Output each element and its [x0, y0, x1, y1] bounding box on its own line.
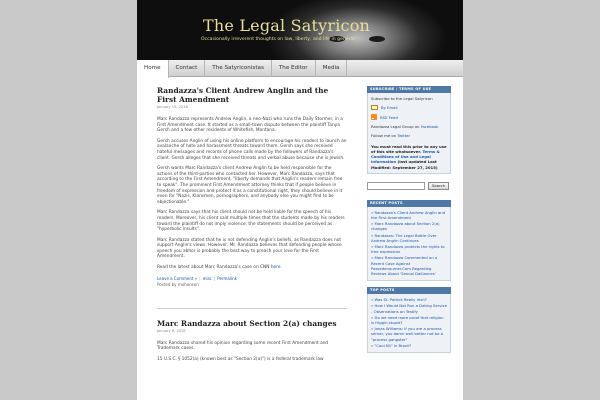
post-paragraph: Gersh accuses Anglin of using his online platform to encourage his readers to launch an avalanche of hate and harassment threats toward them. Gersh says she received hateful messages and records of phone calls made by the followers of Randazza's client. Gersh alleges that she received threats and verbal abuse because she is Jewish. — [157, 138, 347, 161]
mail-icon — [371, 105, 378, 110]
email-subscribe-row[interactable] — [371, 105, 447, 110]
terms-text: You must read this prior to any use of this site whatsoever. — [371, 143, 447, 155]
tab-satyriconistas[interactable]: The Satyriconistas — [205, 60, 272, 77]
post-paragraph: Marc Randazza represents Andrew Anglin, a neo-Nazi who runs the Daily Stormer, in a First Amendment case. It started as a small-town dispute between the plaintiff Tanya Gersh and a few other residents of Whitefish, Montana. — [157, 117, 343, 134]
post-paragraph: 15 U.S.C. § 1052(a) (known best as "Section 2(a)") is a federal trademark law — [157, 356, 324, 362]
leave-comment-link[interactable]: Leave a Comment » — [157, 275, 198, 281]
list-item — [371, 326, 447, 342]
terms-link[interactable]: Terms & Conditions of Use and Legal Information — [371, 149, 440, 165]
twitter-text: Follow me on — [371, 132, 398, 138]
rss-subscribe-row[interactable] — [371, 114, 447, 120]
tab-contact[interactable]: Contact — [169, 60, 206, 77]
list-item — [371, 303, 447, 313]
post-paragraph: Marc Randazza shared his opinion regarding some recent First Amendment and Trademark cases. — [157, 340, 329, 352]
subscribe-intro: Subscribe to the Legal Satyricon — [371, 96, 433, 101]
post-paragraph: Marc Randazza stated that he is not defending Anglin's beliefs, as Randazza does not support Anglin's views. However, Mr. Randazza believes that defending people whose speech you abhor is probably the best way to preach your love for the First Amendment. — [157, 237, 342, 260]
recent-post-link[interactable]: Marc Randazza protects the rights to free expression — [371, 244, 445, 255]
sidebar — [367, 86, 451, 359]
terms-notice — [371, 144, 447, 170]
site-header — [137, 0, 463, 60]
facebook-row — [371, 124, 447, 129]
subscribe-widget-heading: SUBSCRIBE / TERMS OF USE — [367, 86, 451, 93]
page-wrapper — [137, 0, 463, 400]
tab-home[interactable]: Home — [137, 60, 169, 78]
twitter-link[interactable]: Twitter — [397, 132, 411, 138]
top-posts-heading: TOP POSTS — [367, 287, 451, 294]
main-content — [157, 86, 347, 367]
terms-updated: (last updated Last Modified: September 27, 2015) — [371, 159, 438, 170]
top-post-link[interactable]: How I Would Not Run a Dating Service - Observations on Testify — [371, 303, 448, 314]
post-date: January 15, 2018 — [157, 105, 188, 109]
recent-posts-widget — [367, 207, 451, 281]
closing-suffix: . — [280, 265, 282, 271]
facebook-link[interactable]: Facebook — [420, 124, 439, 130]
main-nav — [137, 60, 463, 77]
list-item — [371, 315, 447, 325]
post-title[interactable]: Randazza's Client Andrew Anglin and the First Amendment — [157, 86, 329, 104]
post-title[interactable]: Marc Randazza about Section 2(a) changes — [157, 318, 337, 328]
cnn-link[interactable]: here — [270, 265, 281, 271]
search-button[interactable]: Search — [428, 182, 449, 190]
facebook-text: Randazza Legal Group on — [371, 124, 421, 130]
category-link[interactable]: misc — [202, 275, 212, 281]
top-post-link[interactable]: Was St. Patrick Really Irish? — [374, 297, 427, 303]
recent-post-link[interactable]: Randazza: The Legal Battle Over Andrew Anglin Continues — [371, 232, 437, 243]
post-divider — [157, 308, 347, 309]
list-item — [371, 255, 447, 276]
permalink-link[interactable]: Permalink — [217, 275, 237, 281]
top-post-link[interactable]: Jonas Williams: If you are a process server, you damn well better not be a "process gangster" — [371, 326, 443, 342]
list-item — [371, 343, 447, 348]
top-posts-widget — [367, 294, 451, 353]
rss-feed-link[interactable]: RSS Feed — [380, 114, 398, 120]
recent-posts-heading: RECENT POSTS — [367, 200, 451, 207]
site-tagline: Occasionally irreverent thoughts on law, liberty, and life in general — [201, 37, 355, 42]
recent-post-link[interactable]: Marc Randazza about Section 2(a) changes — [371, 221, 440, 232]
meta-separator: | — [213, 275, 216, 281]
posted-by: Posted by mohansen — [157, 281, 199, 287]
list-item — [371, 221, 447, 231]
closing-text: Read the latest about Marc Randazza's case on CNN — [157, 265, 271, 271]
twitter-row — [371, 133, 447, 138]
recent-post-link[interactable]: Randazza's Client Andrew Anglin and the First Amendment — [371, 209, 446, 221]
post-paragraph: Marc Randazza says that his client should not be held liable for the speech of his readers. Moreover, his client said multiple times that the students made by his readers toward the plaintiff do not imply violence: the statements should be perceived as "hyperbolic insults". — [157, 210, 345, 233]
meta-separator: | — [199, 275, 201, 281]
post — [157, 86, 347, 288]
email-subscribe-link[interactable]: By Email — [381, 105, 398, 111]
top-post-link[interactable]: "Cool Kit" in Brazil? — [374, 342, 412, 348]
subscribe-widget — [367, 93, 451, 174]
post-date: January 8, 2018 — [157, 328, 186, 333]
recent-post-link[interactable]: Marc Randazza Commented on a Recent Case Against Passedonourner.Com Regarding Reviews About 'Sexual Dalliances' — [371, 255, 438, 277]
search-input[interactable] — [367, 182, 425, 190]
post-closing — [157, 265, 347, 271]
top-post-link[interactable]: Do we need more proof that religion is friggin stupid? — [371, 314, 444, 326]
post — [157, 319, 347, 363]
post-paragraph: Gersh wants Marc Randazza's client Andrew Anglin to be held responsible for the actions of the third-parties who contacted her. However, Marc Randazza, says that according to the First Amendment, "liberty demands that Anglin's readers remain free to speak". The prominent First Amendment attorney thinks that if people believe in freedom of expression and protect it as a constitutional right, they should believe in it even for "Nazis, Klansmen, pornographers, and anybody else you might find to be objectionable." — [157, 166, 343, 205]
post-meta — [157, 276, 347, 288]
rss-icon — [371, 114, 377, 120]
search-form — [367, 182, 451, 190]
header-photo-eye-right — [369, 36, 385, 42]
list-item — [371, 210, 447, 220]
tab-media[interactable]: Media — [316, 60, 348, 77]
list-item — [371, 297, 447, 302]
tab-editor[interactable]: The Editor — [272, 60, 316, 77]
site-title[interactable]: The Legal Satyricon — [203, 16, 371, 35]
list-item — [371, 233, 447, 243]
list-item — [371, 244, 447, 254]
